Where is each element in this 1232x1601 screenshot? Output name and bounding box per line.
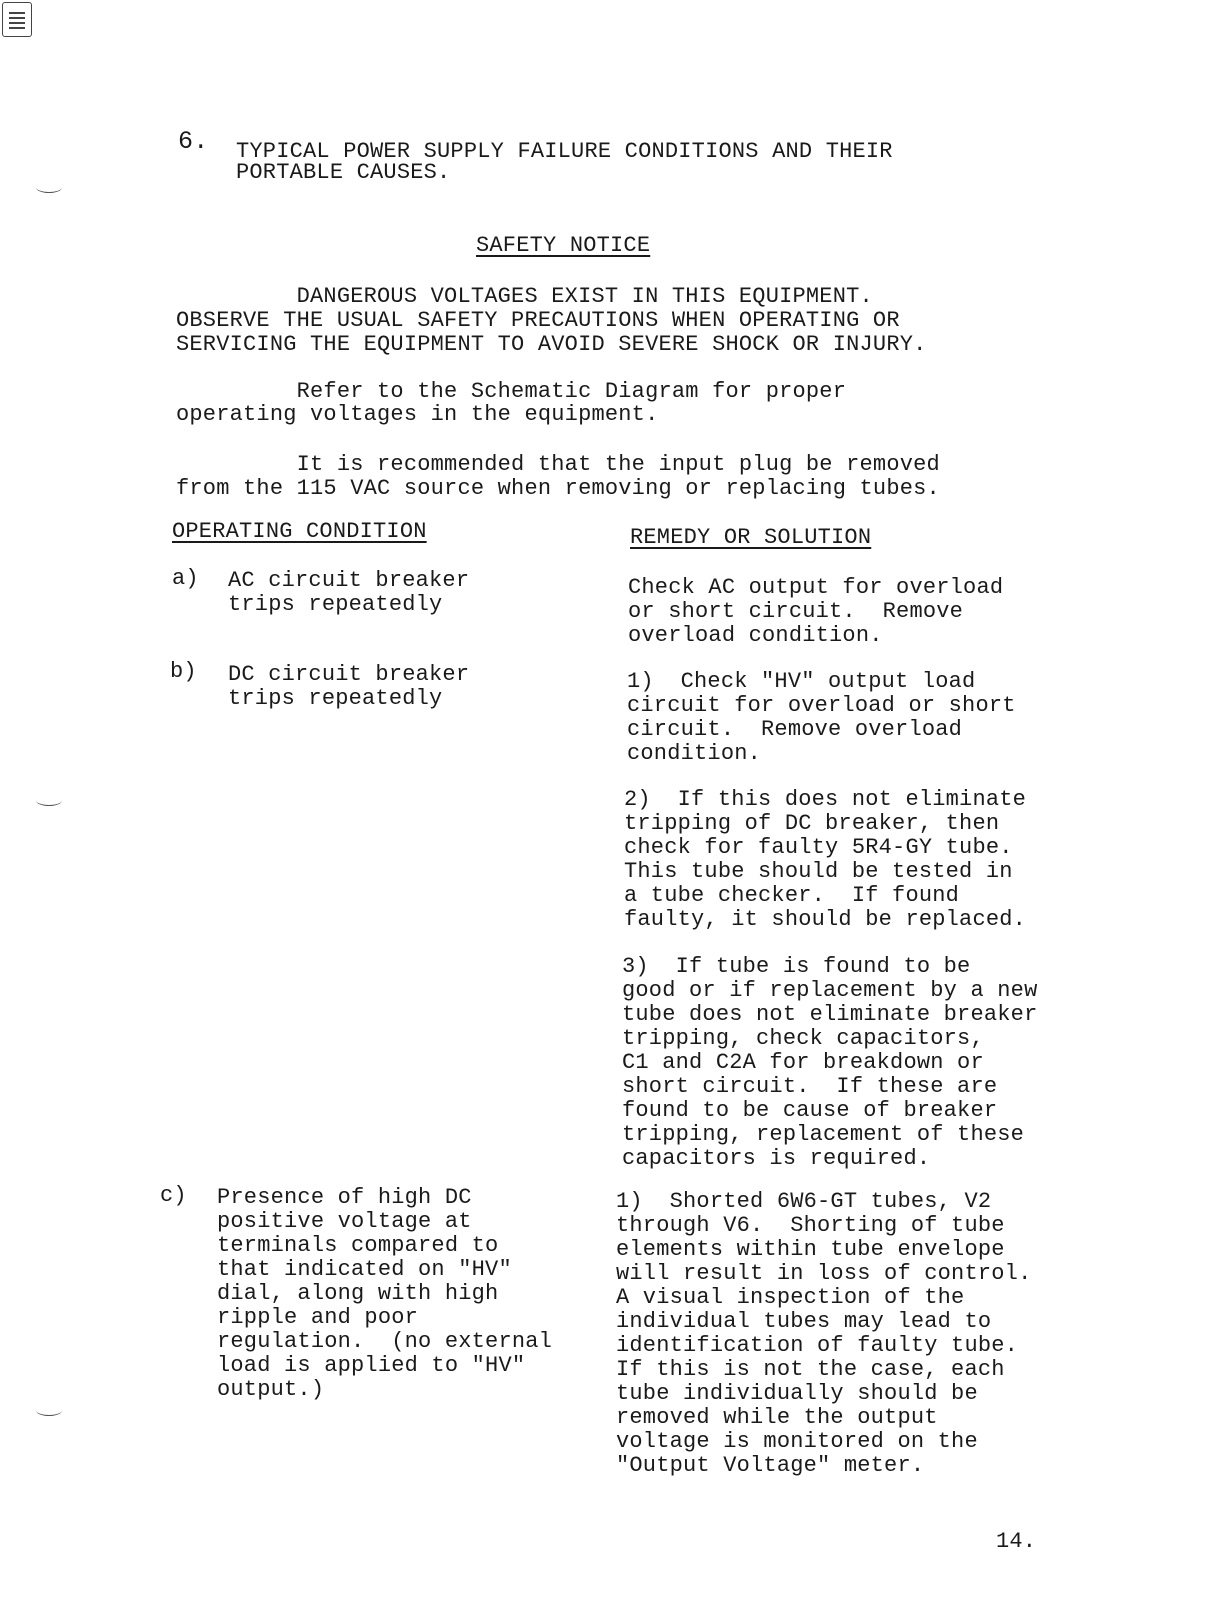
condition-line: positive voltage at <box>217 1209 472 1234</box>
remedy-line: removed while the output <box>616 1405 938 1430</box>
remedy-line: faulty, it should be replaced. <box>624 907 1027 932</box>
remedy-line: voltage is monitored on the <box>616 1429 978 1454</box>
remedy-line: circuit. Remove overload <box>627 717 963 742</box>
remedy-line: individual tubes may lead to <box>616 1309 992 1334</box>
page-number: 14. <box>996 1529 1037 1554</box>
item-label-b: b) <box>170 659 197 684</box>
margin-mark <box>36 182 62 193</box>
remedy-line: elements within tube envelope <box>616 1237 1005 1262</box>
condition-line: DC circuit breaker <box>228 662 470 687</box>
condition-line: load is applied to "HV" <box>217 1353 526 1378</box>
condition-line: output.) <box>217 1377 325 1402</box>
condition-line: regulation. (no external <box>217 1329 553 1354</box>
remedy-line: If this is not the case, each <box>616 1357 1005 1382</box>
remedy-line: through V6. Shorting of tube <box>616 1213 1005 1238</box>
safety-line: DANGEROUS VOLTAGES EXIST IN THIS EQUIPMENT. <box>176 284 873 309</box>
remedy-line: a tube checker. If found <box>624 883 960 908</box>
condition-line: dial, along with high <box>217 1281 499 1306</box>
remedy-line: 1) Shorted 6W6-GT tubes, V2 <box>616 1189 992 1214</box>
remedy-line: check for faulty 5R4-GY tube. <box>624 835 1013 860</box>
remedy-line: will result in loss of control. <box>616 1261 1032 1286</box>
remedy-line: 3) If tube is found to be <box>622 954 971 979</box>
safety-heading: SAFETY NOTICE <box>476 233 651 258</box>
intro-line: Refer to the Schematic Diagram for proper <box>176 379 847 404</box>
remedy-line: or short circuit. Remove <box>628 599 964 624</box>
condition-line: terminals compared to <box>217 1233 499 1258</box>
condition-line: Presence of high DC <box>217 1185 472 1210</box>
condition-line: trips repeatedly <box>228 592 443 617</box>
remedy-line: found to be cause of breaker <box>622 1098 998 1123</box>
remedy-line: tube individually should be <box>616 1381 978 1406</box>
section-title-line: TYPICAL POWER SUPPLY FAILURE CONDITIONS AND THEIR <box>236 139 893 164</box>
item-label-c: c) <box>160 1183 187 1208</box>
item-label-a: a) <box>172 566 199 591</box>
remedy-line: tube does not eliminate breaker <box>622 1002 1038 1027</box>
remedy-line: tripping, replacement of these <box>622 1122 1025 1147</box>
safety-line: SERVICING THE EQUIPMENT TO AVOID SEVERE SHOCK OR INJURY. <box>176 332 927 357</box>
margin-mark <box>36 1405 62 1416</box>
margin-mark <box>36 795 62 806</box>
remedy-line: 1) Check "HV" output load <box>627 669 976 694</box>
intro-line: operating voltages in the equipment. <box>176 402 659 427</box>
remedy-line: "Output Voltage" meter. <box>616 1453 925 1478</box>
remedy-line: condition. <box>627 741 762 766</box>
remedy-line: Check AC output for overload <box>628 575 1004 600</box>
condition-line: ripple and poor <box>217 1305 419 1330</box>
remedy-line: short circuit. If these are <box>622 1074 998 1099</box>
intro-line: It is recommended that the input plug be removed <box>176 452 940 477</box>
section-number: 6. <box>178 127 209 156</box>
remedy-line: overload condition. <box>628 623 883 648</box>
remedy-line: circuit for overload or short <box>627 693 1016 718</box>
remedy-line: 2) If this does not eliminate <box>624 787 1027 812</box>
remedy-line: This tube should be tested in <box>624 859 1013 884</box>
intro-line: from the 115 VAC source when removing or replacing tubes. <box>176 476 940 501</box>
remedy-header: REMEDY OR SOLUTION <box>630 525 872 550</box>
condition-line: AC circuit breaker <box>228 568 470 593</box>
remedy-line: capacitors is required. <box>622 1146 931 1171</box>
condition-header: OPERATING CONDITION <box>172 519 427 544</box>
section-title-line: PORTABLE CAUSES. <box>236 160 451 185</box>
menu-icon[interactable] <box>2 2 32 37</box>
remedy-line: tripping of DC breaker, then <box>624 811 1000 836</box>
remedy-line: C1 and C2A for breakdown or <box>622 1050 984 1075</box>
remedy-line: A visual inspection of the <box>616 1285 965 1310</box>
safety-line: OBSERVE THE USUAL SAFETY PRECAUTIONS WHEN OPERATING OR <box>176 308 900 333</box>
remedy-line: good or if replacement by a new <box>622 978 1038 1003</box>
remedy-line: tripping, check capacitors, <box>622 1026 984 1051</box>
condition-line: that indicated on "HV" <box>217 1257 512 1282</box>
remedy-line: identification of faulty tube. <box>616 1333 1019 1358</box>
condition-line: trips repeatedly <box>228 686 443 711</box>
